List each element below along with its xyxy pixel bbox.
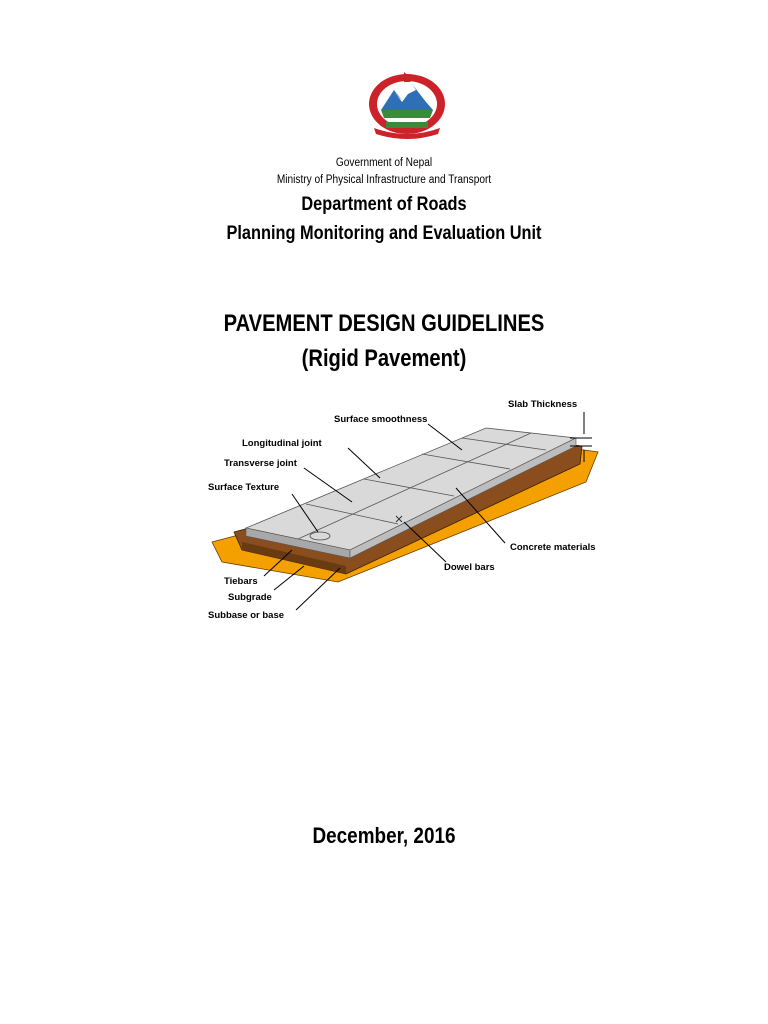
- label-surface-texture: Surface Texture: [208, 482, 280, 493]
- nepal-emblem-icon: [364, 70, 450, 142]
- label-transverse-joint: Transverse joint: [224, 458, 297, 469]
- document-date: December, 2016: [312, 823, 456, 848]
- label-slab-thickness: Slab Thickness: [508, 399, 578, 410]
- label-concrete-materials: Concrete materials: [510, 542, 596, 553]
- rigid-pavement-diagram: [200, 390, 610, 630]
- document-subtitle: (Rigid Pavement): [301, 345, 467, 372]
- label-subgrade: Subgrade: [228, 592, 272, 603]
- label-tiebars: Tiebars: [224, 576, 258, 587]
- government-name: Government of Nepal: [335, 157, 433, 169]
- label-surface-smoothness: Surface smoothness: [334, 414, 428, 425]
- unit-name: Planning Monitoring and Evaluation Unit: [226, 223, 542, 244]
- ministry-name: Ministry of Physical Infrastructure and Transport: [276, 174, 492, 186]
- document-title: PAVEMENT DESIGN GUIDELINES: [223, 310, 545, 337]
- department-name: Department of Roads: [301, 194, 467, 215]
- label-longitudinal-joint: Longitudinal joint: [242, 438, 322, 449]
- label-subbase: Subbase or base: [208, 610, 285, 621]
- label-dowel-bars: Dowel bars: [444, 562, 495, 573]
